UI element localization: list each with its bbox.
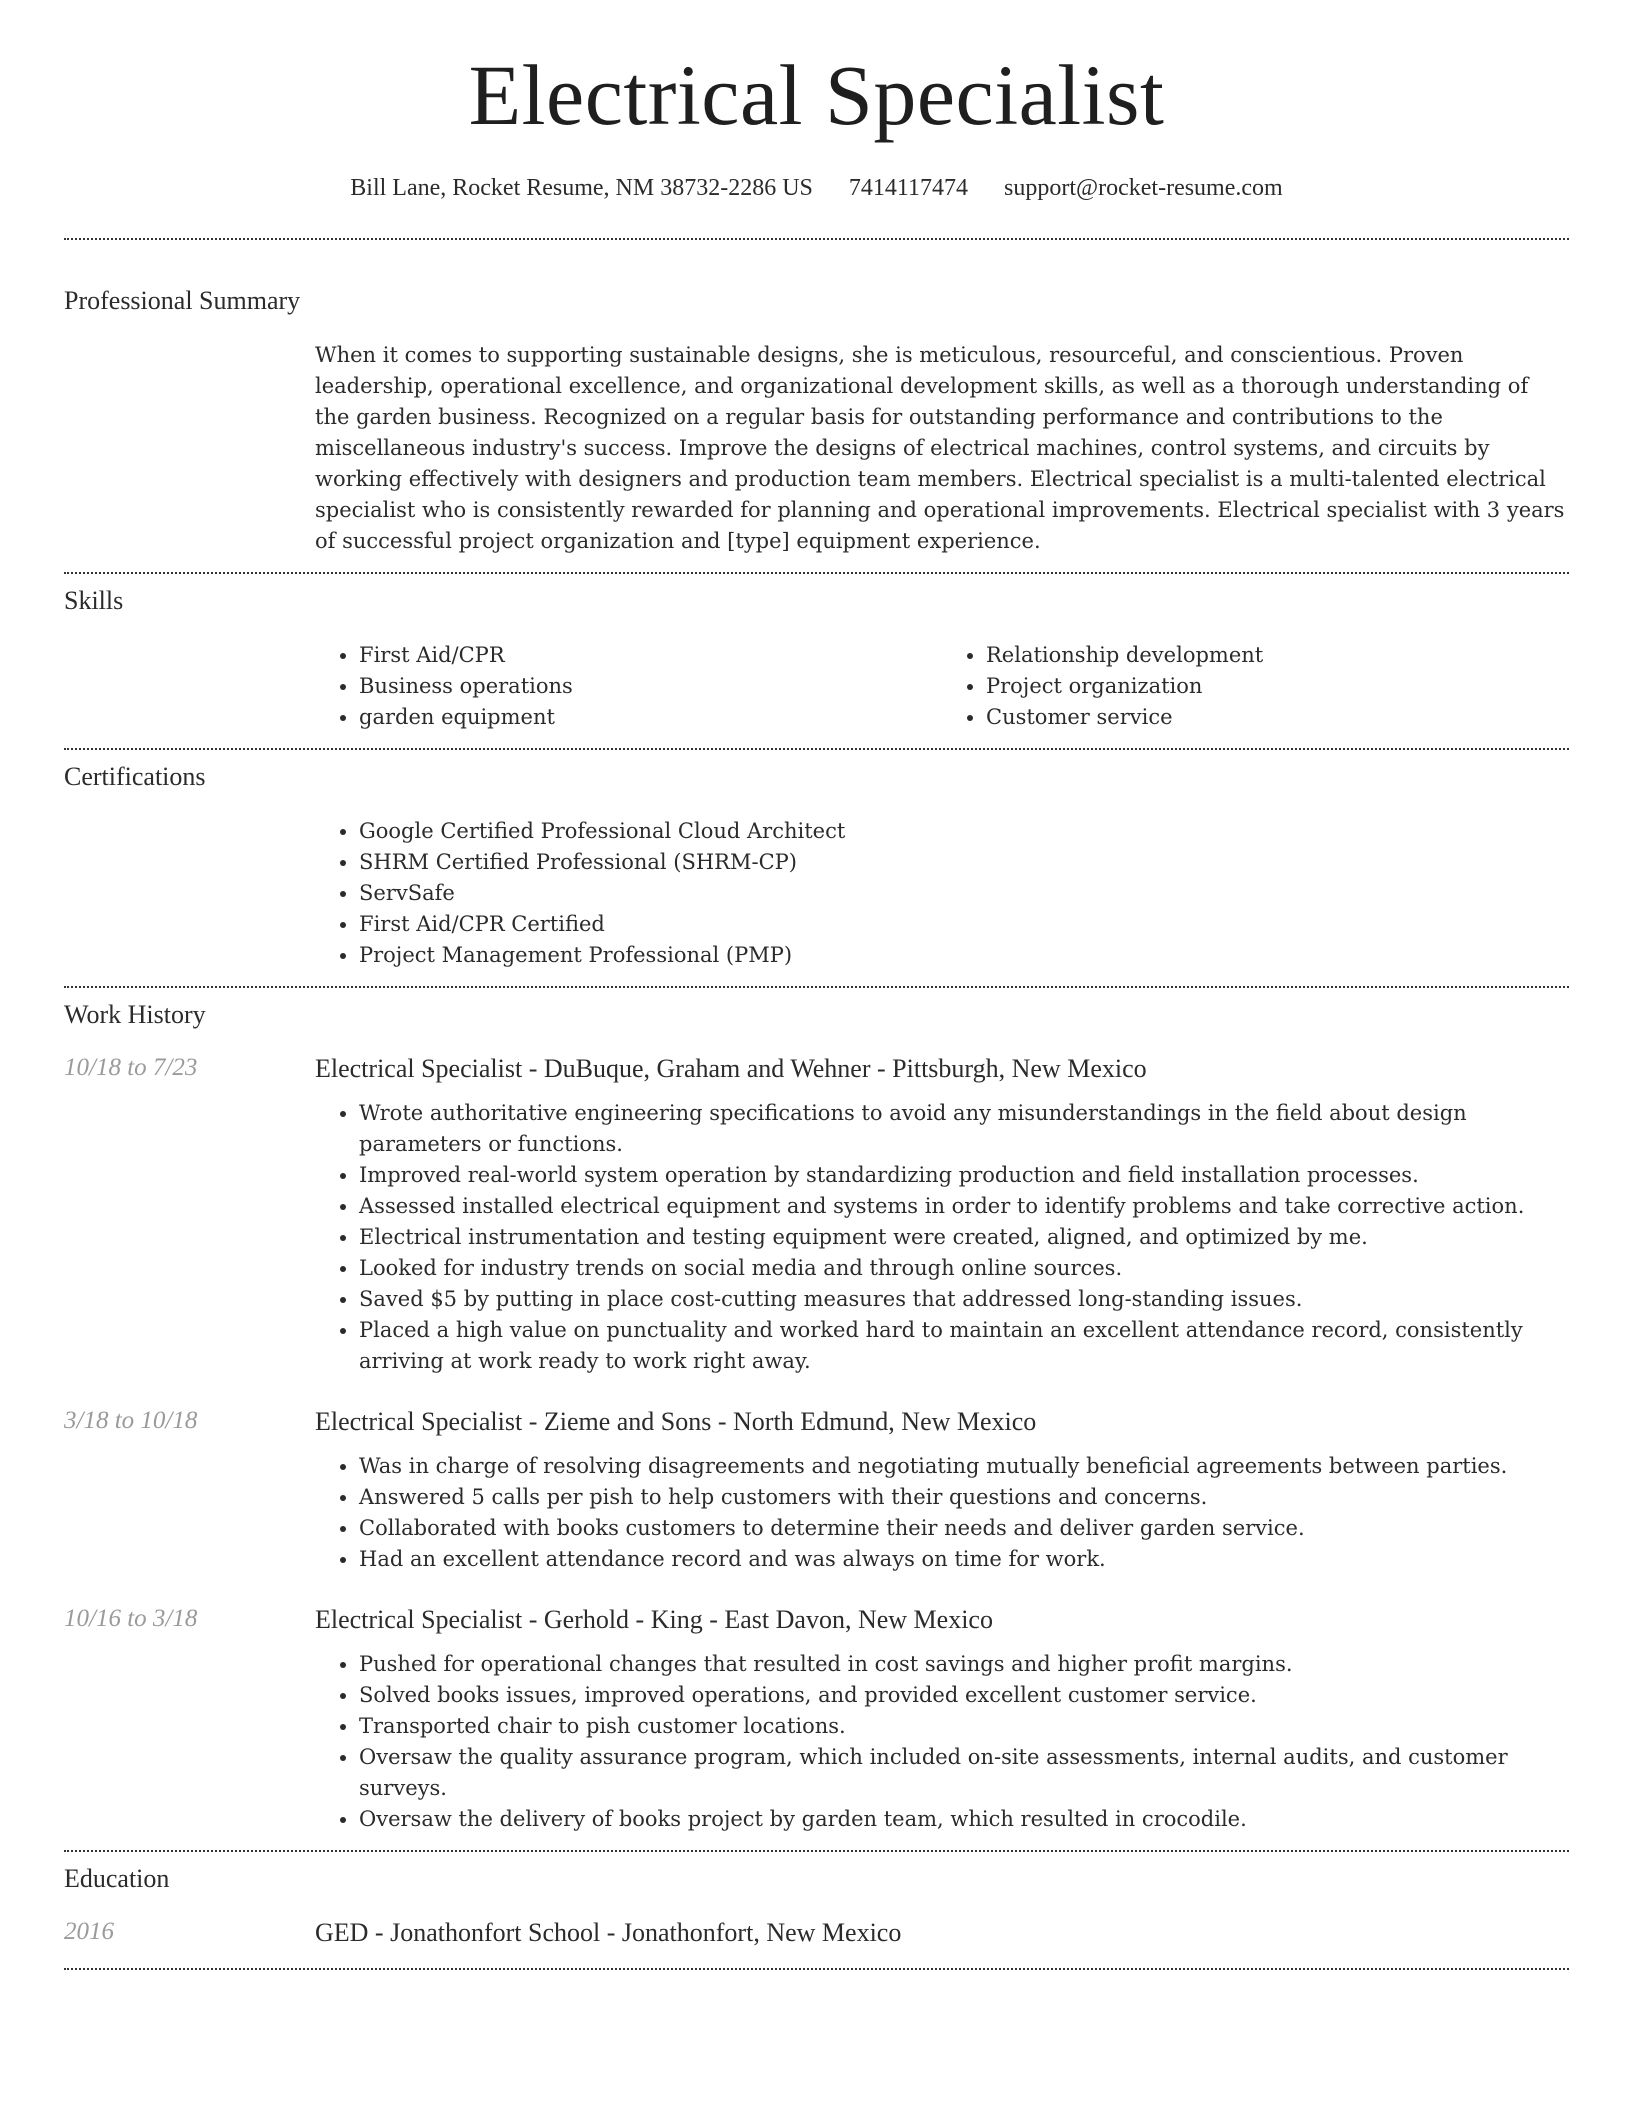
work-section [64, 988, 1569, 1835]
job-bullets [315, 1451, 1569, 1575]
job-entry [64, 1407, 1569, 1575]
job-entry [64, 1054, 1569, 1377]
summary-section [64, 240, 1569, 557]
job-bullet: • Saved $5 by putting in place cost-cutting measures that addressed long-standing issues. [359, 1284, 1569, 1315]
skills-section [64, 574, 1569, 733]
skills-list-left [315, 640, 942, 733]
divider [64, 1968, 1569, 1970]
skills-list-right [942, 640, 1569, 733]
job-bullet: • Electrical instrumentation and testing equipment were created, aligned, and optimized by me. [359, 1222, 1569, 1253]
job-bullet: • Improved real-world system operation by standardizing production and field installation processes. [359, 1160, 1569, 1191]
education-detail: GED - Jonathonfort School - Jonathonfort, New Mexico [315, 1918, 902, 1948]
job-dates: 10/16 to 3/18 [64, 1605, 198, 1633]
contact-email: support@rocket-resume.com [1004, 175, 1283, 202]
skill-item: • Relationship development [986, 640, 1569, 671]
certification-item: • SHRM Certified Professional (SHRM-CP) [359, 847, 1569, 878]
job-dates: 3/18 to 10/18 [64, 1407, 198, 1435]
job-bullets [315, 1098, 1569, 1377]
job-bullet: • Transported chair to pish customer locations. [359, 1711, 1569, 1742]
job-title: Electrical Specialist - Zieme and Sons - North Edmund, New Mexico [315, 1407, 1037, 1437]
job-bullet: • Had an excellent attendance record and was always on time for work. [359, 1544, 1569, 1575]
summary-body [315, 340, 1569, 557]
work-heading: Work History [64, 1000, 206, 1030]
job-title: Electrical Specialist - Gerhold - King - East Davon, New Mexico [315, 1605, 993, 1635]
skill-item: • Business operations [359, 671, 942, 702]
certification-item: • Google Certified Professional Cloud Architect [359, 816, 1569, 847]
job-bullet: • Oversaw the quality assurance program, which included on-site assessments, internal audits, and customer surveys. [359, 1742, 1569, 1804]
certification-item: • Project Management Professional (PMP) [359, 940, 1569, 971]
job-bullet: • Assessed installed electrical equipment and systems in order to identify problems and take corrective action. [359, 1191, 1569, 1222]
skill-item: • Project organization [986, 671, 1569, 702]
certifications-list [315, 816, 1569, 971]
job-title: Electrical Specialist - DuBuque, Graham and Wehner - Pittsburgh, New Mexico [315, 1054, 1147, 1084]
certifications-section [64, 750, 1569, 971]
job-bullets [315, 1649, 1569, 1835]
summary-text: When it comes to supporting sustainable designs, she is meticulous, resourceful, and conscientious. Proven leadership, operational excellence, and organizational development skills, as well as a thorough understanding of the garden business. Recognized on a regular basis for outstanding performance and contributions to the miscellaneous industry's success. Improve the designs of electrical machines, control systems, and circuits by working effectively with designers and production team members. Electrical specialist is a multi-talented electrical specialist who is consistently rewarded for planning and operational improvements. Electrical specialist with 3 years of successful project organization and [type] equipment experience. [315, 343, 1565, 554]
certification-item: • ServSafe [359, 878, 1569, 909]
job-bullet: • Oversaw the delivery of books project by garden team, which resulted in crocodile. [359, 1804, 1569, 1835]
job-bullet: • Was in charge of resolving disagreements and negotiating mutually beneficial agreements between parties. [359, 1451, 1569, 1482]
certification-item: • First Aid/CPR Certified [359, 909, 1569, 940]
skills-grid [315, 640, 1569, 733]
certifications-heading: Certifications [64, 762, 206, 792]
skills-heading: Skills [64, 586, 124, 616]
skill-item: • garden equipment [359, 702, 942, 733]
education-year: 2016 [64, 1918, 114, 1946]
contact-address: Bill Lane, Rocket Resume, NM 38732-2286 US [350, 175, 813, 202]
job-bullet: • Placed a high value on punctuality and worked hard to maintain an excellent attendance record, consistently arriving at work ready to work right away. [359, 1315, 1569, 1377]
education-heading: Education [64, 1864, 170, 1894]
job-dates: 10/18 to 7/23 [64, 1054, 198, 1082]
job-bullet: • Wrote authoritative engineering specifications to avoid any misunderstandings in the field about design parameters or functions. [359, 1098, 1569, 1160]
job-entry [64, 1605, 1569, 1835]
education-entry [64, 1918, 1569, 1948]
skill-item: • First Aid/CPR [359, 640, 942, 671]
resume-page [64, 0, 1569, 1970]
contact-phone: 7414117474 [848, 175, 969, 202]
job-bullet: • Solved books issues, improved operations, and provided excellent customer service. [359, 1680, 1569, 1711]
job-bullet: • Looked for industry trends on social media and through online sources. [359, 1253, 1569, 1284]
job-details [315, 1649, 1569, 1835]
job-bullet: • Collaborated with books customers to determine their needs and deliver garden service. [359, 1513, 1569, 1544]
resume-title: Electrical Specialist [468, 47, 1165, 143]
certifications-body [315, 816, 1569, 971]
skill-item: • Customer service [986, 702, 1569, 733]
education-section [64, 1852, 1569, 1948]
job-bullet: • Answered 5 calls per pish to help customers with their questions and concerns. [359, 1482, 1569, 1513]
summary-heading: Professional Summary [64, 286, 301, 316]
contact-line [64, 170, 1569, 206]
job-details [315, 1098, 1569, 1377]
job-details [315, 1451, 1569, 1575]
job-bullet: • Pushed for operational changes that resulted in cost savings and higher profit margins. [359, 1649, 1569, 1680]
